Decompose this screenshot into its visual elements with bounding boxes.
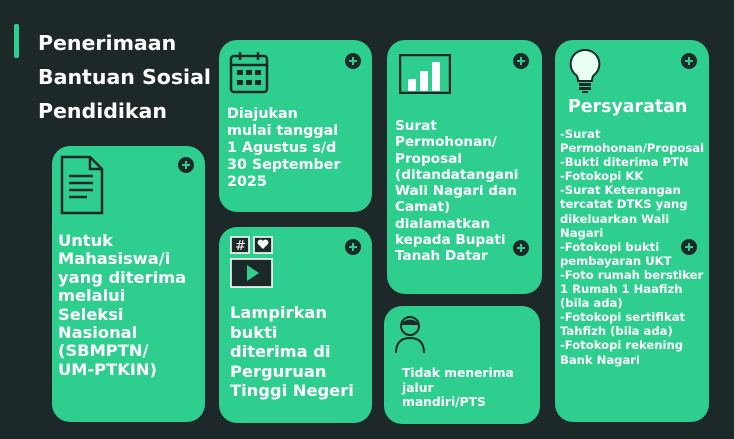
card-line: yang diterima — [58, 267, 187, 287]
list-item: -Fotokopi KK — [560, 169, 644, 184]
card-line: melalui — [58, 286, 126, 306]
list-item: pembayaran UKT — [560, 253, 672, 268]
card-line: Seleksi — [58, 304, 124, 324]
list-item: -Fotokopi bukti — [560, 239, 660, 254]
lightbulb-icon — [567, 48, 603, 94]
card-line: Diajukan — [227, 106, 298, 122]
card-line: 30 September — [227, 157, 341, 173]
list-item: Tahfizh (bila ada) — [560, 324, 673, 339]
card-submission-date-text — [227, 106, 341, 191]
card-not-accepted — [384, 306, 540, 424]
svg-text:#: # — [235, 239, 246, 254]
card-line: (ditandatangani — [395, 166, 519, 183]
requirements-heading: Persyaratan — [568, 97, 688, 117]
card-application-letter — [387, 40, 542, 294]
list-item: dikeluarkan Wali — [560, 211, 670, 226]
card-line: 2025 — [227, 174, 267, 190]
list-item: -Fotokopi rekening — [560, 338, 684, 353]
accent-bar — [14, 24, 19, 58]
list-item: 1 Rumah 1 Haafizh — [560, 282, 683, 297]
card-line: UM-PTKIN) — [58, 359, 157, 379]
person-icon — [394, 314, 426, 354]
card-line: kepada Bupati — [395, 232, 506, 249]
expand-plus-icon[interactable] — [345, 53, 361, 69]
card-attach-proof — [219, 227, 372, 423]
card-submission-date — [219, 40, 372, 212]
list-item: Nagari — [560, 225, 604, 240]
card-line: diterima di — [230, 342, 331, 361]
list-item: -Foto rumah berstiker — [560, 267, 704, 282]
card-line: (SBMPTN/ — [58, 341, 149, 361]
card-line: Tanah Datar — [395, 248, 488, 265]
card-line: Nasional — [58, 323, 138, 343]
card-eligibility-text — [58, 232, 186, 379]
card-line: 1 Agustus s/d — [227, 140, 337, 156]
card-line: Tinggi Negeri — [230, 381, 354, 400]
requirements-list — [560, 127, 704, 367]
list-item: Bank Nagari — [560, 352, 641, 367]
list-item: -Bukti diterima PTN — [560, 155, 689, 170]
card-line: Untuk — [58, 231, 114, 250]
card-attach-proof-text — [230, 303, 354, 401]
list-item: -Fotokopi sertifikat — [560, 310, 686, 325]
calendar-icon — [229, 50, 269, 94]
page-title — [38, 26, 211, 128]
card-line: mulai tanggal — [227, 123, 339, 139]
expand-plus-icon[interactable] — [178, 157, 194, 173]
card-line: Tidak menerima — [402, 366, 514, 380]
list-item: (bila ada) — [560, 296, 623, 311]
card-line: Wali Nagari dan — [395, 183, 517, 200]
list-item: Permohonan/Proposal — [560, 141, 705, 156]
card-line: Lampirkan — [230, 303, 327, 322]
card-line: mandiri/PTS — [402, 395, 486, 409]
card-eligibility — [52, 146, 205, 422]
card-requirements — [555, 40, 709, 422]
card-application-letter-text — [395, 118, 518, 265]
expand-plus-icon[interactable] — [345, 239, 361, 255]
card-line: Mahasiswa/i — [58, 249, 171, 269]
list-item: -Surat — [560, 127, 601, 141]
card-line: bukti — [230, 322, 278, 342]
social-media-icon — [229, 235, 275, 289]
card-line: dialamatkan — [395, 215, 491, 232]
card-line: Proposal — [395, 150, 462, 167]
title-line: Bantuan Sosial — [38, 65, 211, 89]
card-not-accepted-text — [402, 366, 514, 410]
title-line: Penerimaan — [38, 31, 177, 55]
list-item: -Surat Keterangan — [560, 183, 681, 198]
card-line: Permohonan/ — [395, 134, 497, 151]
card-line: jalur — [402, 380, 434, 395]
card-line: Camat) — [395, 199, 451, 216]
expand-plus-icon[interactable] — [681, 53, 697, 69]
expand-plus-icon[interactable] — [513, 53, 529, 69]
document-icon — [59, 154, 105, 216]
bar-chart-icon — [399, 54, 451, 94]
card-line: Perguruan — [230, 361, 327, 381]
card-line: Surat — [395, 118, 437, 134]
list-item: tercatat DTKS yang — [560, 197, 688, 212]
title-line: Pendidikan — [38, 99, 167, 123]
